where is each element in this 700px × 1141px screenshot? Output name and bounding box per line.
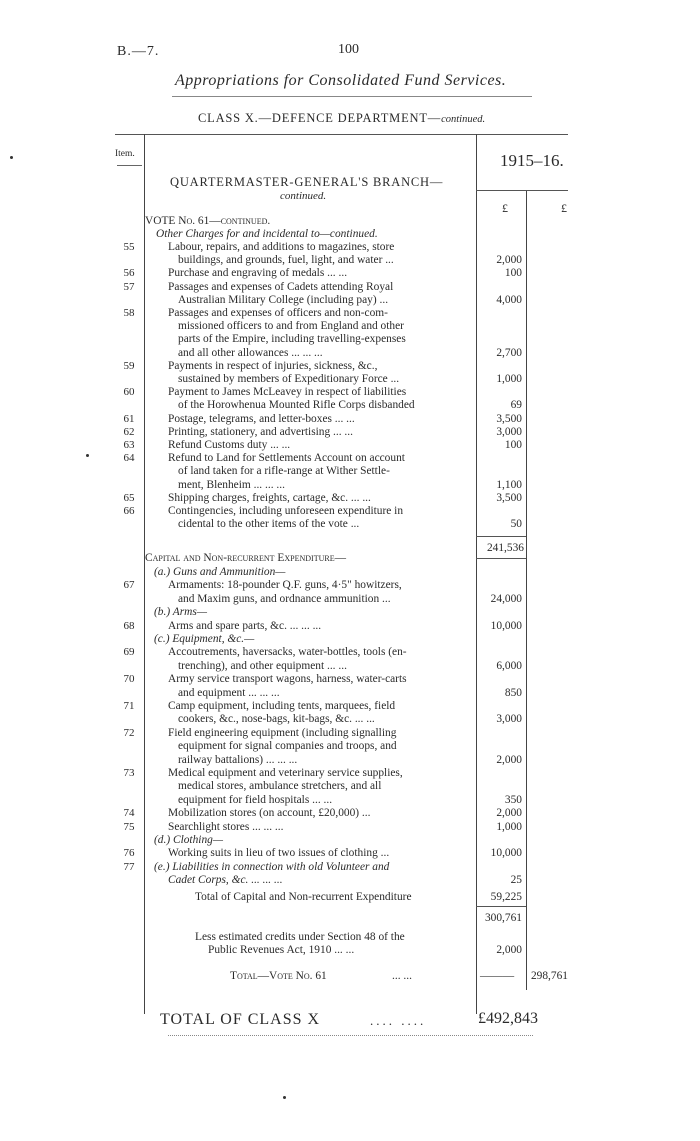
item-description: Purchase and engraving of medals ... ... [168,267,348,280]
item-description: Arms and spare parts, &c. ... ... ... [168,619,322,632]
item-description: buildings, and grounds, fuel, light, and water ... [178,254,394,267]
year-header: 1915–16. [500,151,564,170]
item-description: (c.) Equipment, &c.— [154,633,255,645]
item-number: 59 [123,359,135,372]
item-number: 64 [123,452,135,465]
item-number: 70 [123,673,135,686]
item-number: 72 [123,726,135,739]
amount-column-rule-mid [526,190,527,990]
item-description: Printing, stationery, and advertising ... ... [168,425,353,438]
item-number: 77 [123,860,135,873]
item-description: equipment for signal companies and troops, and [178,740,397,753]
table-top-rule [115,134,568,135]
item-description: Payments in respect of injuries, sickness, &c., [168,359,378,372]
item-number: 58 [123,307,135,319]
item-description: Working suits in lieu of two issues of clothing ... [168,847,390,860]
item-description: Labour, repairs, and additions to magazines, store [168,241,395,253]
item-number: 68 [123,619,135,632]
item-amount: 6,000 [496,659,522,672]
item-amount: 2,000 [496,753,522,766]
vote-total-amount: 298,761 [530,970,568,982]
item-number: 65 [123,491,135,504]
item-number: 67 [123,579,135,592]
item-number: 60 [123,386,135,399]
vote-label: VOTE No. 61—continued. [145,215,271,227]
item-amount: 3,500 [496,491,522,504]
item-amount: 50 [510,518,522,531]
item-amount: 2,000 [496,254,522,267]
item-description: Camp equipment, including tents, marquees, field [168,700,396,712]
item-description: Field engineering equipment (including signalling [168,726,397,739]
currency-symbol-2: £ [561,201,567,215]
item-description: (b.) Arms— [154,606,207,619]
item-description: Accoutrements, haversacks, water-bottles, tools (en- [168,646,407,659]
item-description: sustained by members of Expeditionary Force ... [178,373,400,385]
bottom-rule [168,1035,533,1036]
item-amount: 10,000 [490,619,522,632]
page-number: 100 [338,42,359,57]
item-description: Medical equipment and veterinary service supplies, [168,767,403,779]
item-description: Cadet Corps, &c. ... ... ... [168,874,283,887]
item-description: (d.) Clothing— [154,834,223,846]
currency-symbol-1: £ [502,201,508,215]
item-column-header: Item. [115,149,135,159]
item-number: 76 [123,847,135,860]
item-description: missioned officers to and from England and other [178,320,404,333]
item-description: and all other allowances ... ... ... [178,346,323,359]
item-description: and equipment ... ... ... [178,686,280,699]
item-description: cookers, &c., nose-bags, kit-bags, &c. ... ... [178,713,375,726]
item-amount: 1,100 [496,478,522,491]
vote-total-dots: ... ... [392,970,412,982]
class-total-label: TOTAL OF CLASS X [160,1011,321,1028]
subtotal-rule-1 [476,536,526,537]
page-title: Appropriations for Consolidated Fund Services. [175,72,507,89]
item-amount: 1,000 [496,373,522,385]
item-description: Postage, telegrams, and letter-boxes ... ... [168,412,355,425]
capital-total-amount: 59,225 [490,891,522,903]
item-number: 69 [123,646,135,659]
vote-total-dash: ——— [480,970,515,982]
item-amount: 100 [504,439,522,451]
item-amount: 25 [510,874,522,887]
item-description: Mobilization stores (on account, £20,000) ... [168,807,371,820]
item-description: Passages and expenses of Cadets attending Royal [168,280,394,293]
item-number: 63 [123,439,135,451]
item-description: of the Horowhenua Mounted Rifle Corps disbanded [178,399,415,412]
item-description: (a.) Guns and Ammunition— [154,566,286,578]
item-number: 56 [123,267,135,280]
item-description: trenching), and other equipment ... ... [178,659,347,672]
item-description: Armaments: 18-pounder Q.F. guns, 4·5" howitzers, [168,579,402,592]
item-amount: 4,000 [496,293,522,306]
less-credits-line-2: Public Revenues Act, 1910 ... ... [208,944,355,956]
item-description: Refund Customs duty ... ... [168,439,291,451]
item-amount: 2,000 [496,807,522,820]
item-description: cidental to the other items of the vote ... [178,518,360,531]
item-number: 74 [123,807,135,820]
scan-mark [283,1096,286,1099]
item-number: 75 [123,820,135,833]
item-amount: 1,000 [496,820,522,833]
item-amount: 3,500 [496,412,522,425]
vote-subhead: Other Charges for and incidental to—continued. [156,228,378,240]
item-amount: 2,700 [496,346,522,359]
item-description: Passages and expenses of officers and non-com- [168,307,388,319]
item-amount: 850 [504,686,522,699]
vote-total-label: Total—Vote No. 61 [230,970,327,982]
item-number: 66 [123,505,135,517]
item-amount: 24,000 [490,592,522,605]
less-credits-amount: 2,000 [496,944,522,956]
scan-mark [86,454,89,457]
item-description: and Maxim guns, and ordnance ammunition ... [178,592,391,605]
item-description: Searchlight stores ... ... ... [168,820,284,833]
item-description: Payment to James McLeavey in respect of liabilities [168,386,407,399]
document-code: B.—7. [117,44,160,59]
less-credits-line-1: Less estimated credits under Section 48 of the [195,931,405,943]
capital-heading: Capital and Non-recurrent Expenditure— [145,552,346,564]
capital-total-rule [476,906,526,907]
item-description: (e.) Liabilities in connection with old Volunteer and [154,860,390,873]
item-description: railway battalions) ... ... ... [178,753,298,766]
year-rule [476,190,568,191]
item-header-rule [117,165,142,166]
amount-column-rule-left [476,134,477,1014]
item-description: parts of the Empire, including travelling-expenses [178,333,406,346]
item-description: Contingencies, including unforeseen expenditure in [168,505,404,517]
title-rule [172,96,532,97]
item-amount: 10,000 [490,847,522,860]
item-number: 73 [123,767,135,779]
item-amount: 100 [504,267,522,280]
item-number: 71 [123,700,135,712]
item-description: Army service transport wagons, harness, water-carts [168,673,407,686]
branch-heading-continued: continued. [280,190,327,202]
vote-subtotal: 241,536 [486,542,524,554]
item-number: 62 [123,425,135,438]
branch-heading: QUARTERMASTER-GENERAL'S BRANCH— [170,175,444,189]
item-description: of land taken for a rifle-range at Wither Settle- [178,465,390,478]
item-description: equipment for field hospitals ... ... [178,793,333,806]
item-description: Australian Military College (including pay) ... [178,293,389,306]
subtotal-rule-2 [476,558,526,559]
item-column-rule [144,134,145,1014]
item-description: Shipping charges, freights, cartage, &c. ... ... [168,491,371,504]
class-total-amount: £492,843 [478,1010,538,1027]
item-amount: 3,000 [496,425,522,438]
class-heading: CLASS X.—DEFENCE DEPARTMENT—continued. [198,111,486,125]
class-total-dots: .... .... [370,1013,427,1028]
item-number: 61 [123,412,135,425]
item-description: medical stores, ambulance stretchers, and all [178,780,382,793]
item-amount: 3,000 [496,713,522,726]
item-amount: 350 [504,793,522,806]
item-description: ment, Blenheim ... ... ... [178,478,285,491]
capital-total-label: Total of Capital and Non-recurrent Expenditure [195,891,412,903]
item-number: 57 [123,280,135,293]
item-number: 55 [123,241,135,253]
item-description: Refund to Land for Settlements Account on account [168,452,405,465]
scan-mark [10,156,13,159]
item-amount: 69 [510,399,522,412]
combined-total: 300,761 [484,912,522,924]
